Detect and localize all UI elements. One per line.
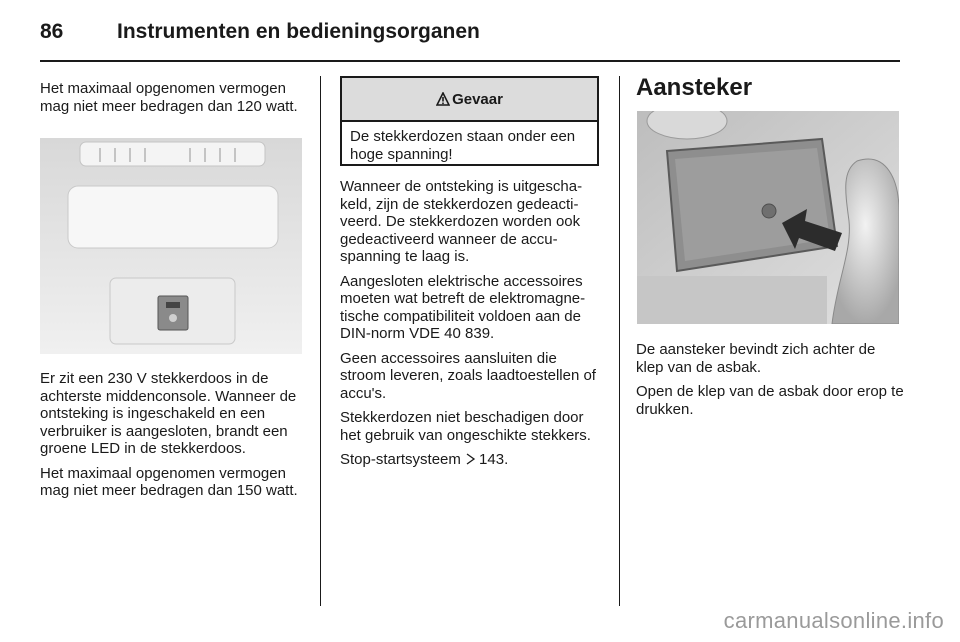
paragraph: Het maximaal opgenomen vermogen mag niet meer bedragen dan 120 watt. (40, 80, 298, 115)
column-middle (340, 178, 605, 476)
column-left-lower (40, 370, 305, 507)
rear-console-socket-illustration (40, 138, 302, 354)
paragraph: Er zit een 230 V stekkerdoos in de achterste middenconsole. Wanneer de ontsteking is ingeschakeld en een verbruiker is aangesloten, brandt een groene LED in de stekkerdoos. (40, 370, 297, 457)
column-right (636, 341, 904, 425)
section-title: Aansteker (636, 74, 753, 101)
cross-reference (340, 451, 605, 469)
ashtray-lighter-illustration (637, 111, 899, 324)
watermark: carmanualsonline.info (723, 608, 944, 633)
danger-title: Gevaar (452, 90, 503, 108)
column-divider (320, 76, 321, 606)
paragraph: Wanneer de ontsteking is uitgescha-keld, zijn de stekkerdozen gedeacti-veerd. De stekkerdozen worden ook gedeactiveerd wanneer de accu-spanning te laag is. (340, 178, 583, 265)
danger-text: De stekkerdozen staan onder een hoge spanning! (350, 128, 576, 163)
paragraph: Open de klep van de asbak door erop te drukken. (636, 383, 904, 418)
paragraph: De aansteker bevindt zich achter de klep van de asbak. (636, 341, 876, 376)
page-number: 86 (40, 20, 64, 43)
page-reference: 143. (479, 451, 509, 468)
column-left (40, 80, 305, 122)
paragraph: Stekkerdozen niet beschadigen door het gebruik van ongeschikte stekkers. (340, 409, 591, 444)
column-divider (619, 76, 620, 606)
warning-triangle-icon (436, 92, 450, 106)
paragraph: Het maximaal opgenomen vermogen mag niet meer bedragen dan 150 watt. (40, 464, 298, 499)
paragraph: Geen accessoires aansluiten die stroom leveren, zoals laadtoestellen of accu's. (340, 349, 596, 402)
danger-heading (342, 78, 597, 122)
cross-reference-arrow-icon (465, 453, 477, 465)
danger-notice (340, 76, 599, 166)
cross-reference-label: Stop-startsysteem (340, 451, 461, 468)
rear-console-illustration (40, 138, 302, 354)
paragraph: Aangesloten elektrische accessoires moeten wat betreft de elektromagne-tische compatibiliteit voldoen aan de DIN-norm VDE 40 839. (340, 272, 586, 342)
page-title: Instrumenten en bedieningsorganen (117, 20, 480, 43)
ashtray-illustration (637, 111, 899, 324)
header-divider (40, 60, 900, 62)
